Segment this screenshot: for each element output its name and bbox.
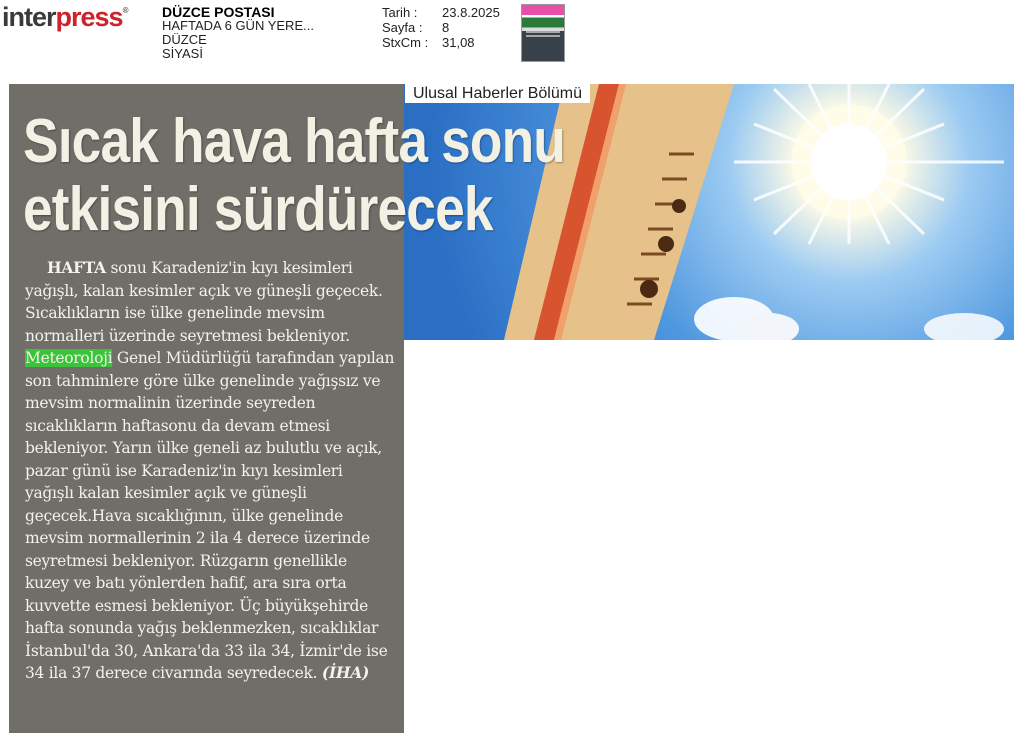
stxcm-label: StxCm :: [382, 35, 429, 50]
date-row: [382, 5, 500, 20]
page-value: 8: [442, 20, 450, 35]
clip-meta: [382, 5, 500, 50]
headline-line-1: Sıcak hava hafta sonu: [23, 107, 566, 176]
publication-name: DÜZCE POSTASI: [162, 4, 275, 20]
header-strip: [9, 84, 404, 106]
article-body: [25, 257, 395, 685]
publication-category: SİYASİ: [162, 46, 203, 61]
logo-main-text: inter: [2, 2, 56, 32]
page-label: Sayfa :: [382, 20, 423, 35]
body-text-part-1: sonu Karadeniz'in kıyı kesimleri yağışlı, kalan kesimler açık ve güneşli geçecek. Sıcaklıkların ise ülke genelinde mevsim normalleri üzerinde seyretmesi bekleniyor.: [25, 259, 383, 345]
interpress-logo: [2, 2, 127, 33]
logo-accent-text: press: [55, 2, 123, 32]
body-text-part-2: Genel Müdürlüğü tarafından yapılan son tahminlere göre ülke genelinde yağışsız ve mevsim normalinin üzerinde seyreden sıcaklıkların haftasonu da devam etmesi bekleniyor. Yarın ülke geneli az bulutlu ve açık, pazar günü ise Karadeniz'in kıyı kesimleri yağışlı kalan kesimler açık ve güneşli geçecek.Hava sıcaklığının, ülke genelinde mevsim normallerinin 2 ila 4 derece üzerinde seyretmesi bekleniyor. Rüzgarın genellikle kuzey ve batı yönlerden hafif, ara sıra orta kuvvette esmesi bekleniyor. Üç büyükşehirde hafta sonunda yağış beklenmezken, sıcaklıklar İstanbul'da 30, Ankara'da 33 ila 34, İzmir'de ise 34 ila 37 derece civarında seyredecek.: [25, 349, 395, 682]
thumbnail-text-line: [526, 31, 560, 33]
thumbnail-text-line: [526, 35, 560, 37]
publication-frequency: HAFTADA 6 GÜN YERE...: [162, 18, 314, 33]
stxcm-value: 31,08: [442, 35, 475, 50]
headline-line-2: etkisini sürdürecek: [23, 175, 493, 244]
date-value: 23.8.2025: [442, 5, 500, 20]
headline: [23, 108, 573, 244]
news-source: (İHA): [321, 663, 369, 682]
lead-word: HAFTA: [47, 258, 106, 277]
page-row: [382, 20, 500, 35]
publication-info: [162, 5, 314, 61]
news-clipping: [9, 84, 1014, 733]
page-thumbnail[interactable]: [521, 4, 565, 62]
clouds: [694, 297, 1004, 340]
section-label: Ulusal Haberler Bölümü: [405, 84, 590, 103]
sun-icon: [734, 84, 1004, 244]
stxcm-row: [382, 35, 500, 50]
highlighted-keyword: Meteoroloji: [25, 349, 113, 367]
date-label: Tarih :: [382, 5, 418, 20]
publication-city: DÜZCE: [162, 32, 207, 47]
logo-registered-mark: ®: [122, 6, 128, 15]
